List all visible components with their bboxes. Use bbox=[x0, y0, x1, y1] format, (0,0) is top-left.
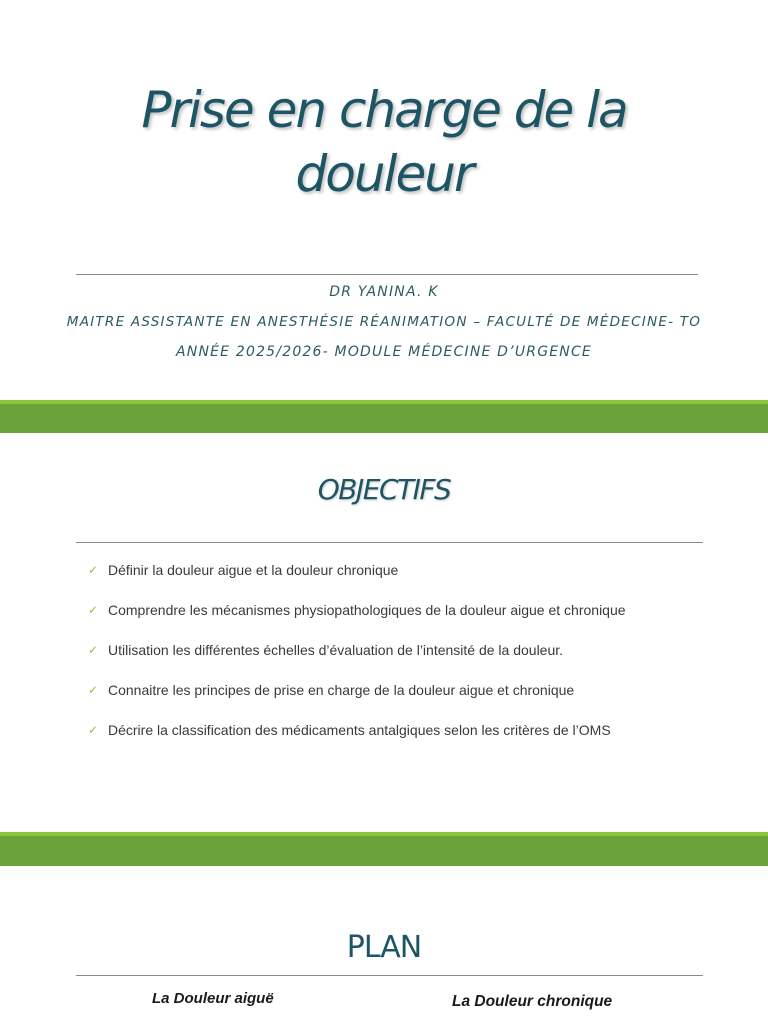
objective-item bbox=[88, 641, 626, 681]
check-icon: ✓ bbox=[88, 563, 99, 577]
objective-text: Décrire la classification des médicaments antalgiques selon les critères de l’OMS bbox=[108, 722, 611, 738]
author-name: DR YANINA. K bbox=[329, 284, 439, 300]
objectives-slide bbox=[0, 433, 768, 832]
plan-title: PLAN bbox=[346, 930, 422, 965]
objective-item bbox=[88, 681, 626, 721]
objective-item bbox=[88, 721, 626, 761]
objective-item bbox=[88, 561, 626, 601]
plan-item-chronic-pain: La Douleur chronique bbox=[452, 993, 613, 1010]
main-title: Prise en charge de la douleur bbox=[141, 81, 627, 203]
objective-text: Utilisation les différentes échelles d’évaluation de l’intensité de la douleur. bbox=[108, 642, 564, 658]
plan-slide bbox=[0, 866, 768, 1024]
title-slide bbox=[0, 0, 768, 400]
objective-text: Connaitre les principes de prise en charge de la douleur aigue et chronique bbox=[108, 682, 575, 698]
objectives-divider bbox=[76, 542, 703, 543]
slide-separator-band bbox=[0, 400, 768, 433]
plan-divider bbox=[76, 975, 703, 976]
course-info: ANNÉE 2025/2026- MODULE MÉDECINE D’URGENCE bbox=[176, 344, 592, 360]
objective-text: Définir la douleur aigue et la douleur chronique bbox=[108, 562, 399, 578]
check-icon: ✓ bbox=[88, 643, 99, 657]
objectives-title: OBJECTIFS bbox=[317, 473, 451, 506]
plan-item-acute-pain: La Douleur aiguë bbox=[152, 990, 274, 1007]
author-affiliation: MAITRE ASSISTANTE EN ANESTHÉSIE RÉANIMATION – FACULTÉ DE MÉDECINE- TO bbox=[66, 314, 702, 330]
check-icon: ✓ bbox=[88, 723, 99, 737]
title-divider bbox=[76, 274, 698, 275]
check-icon: ✓ bbox=[88, 603, 99, 617]
check-icon: ✓ bbox=[88, 683, 99, 697]
objective-item bbox=[88, 601, 626, 641]
slide-separator-band bbox=[0, 832, 768, 866]
objectives-list bbox=[88, 561, 626, 761]
objective-text: Comprendre les mécanismes physiopathologiques de la douleur aigue et chronique bbox=[108, 602, 626, 618]
